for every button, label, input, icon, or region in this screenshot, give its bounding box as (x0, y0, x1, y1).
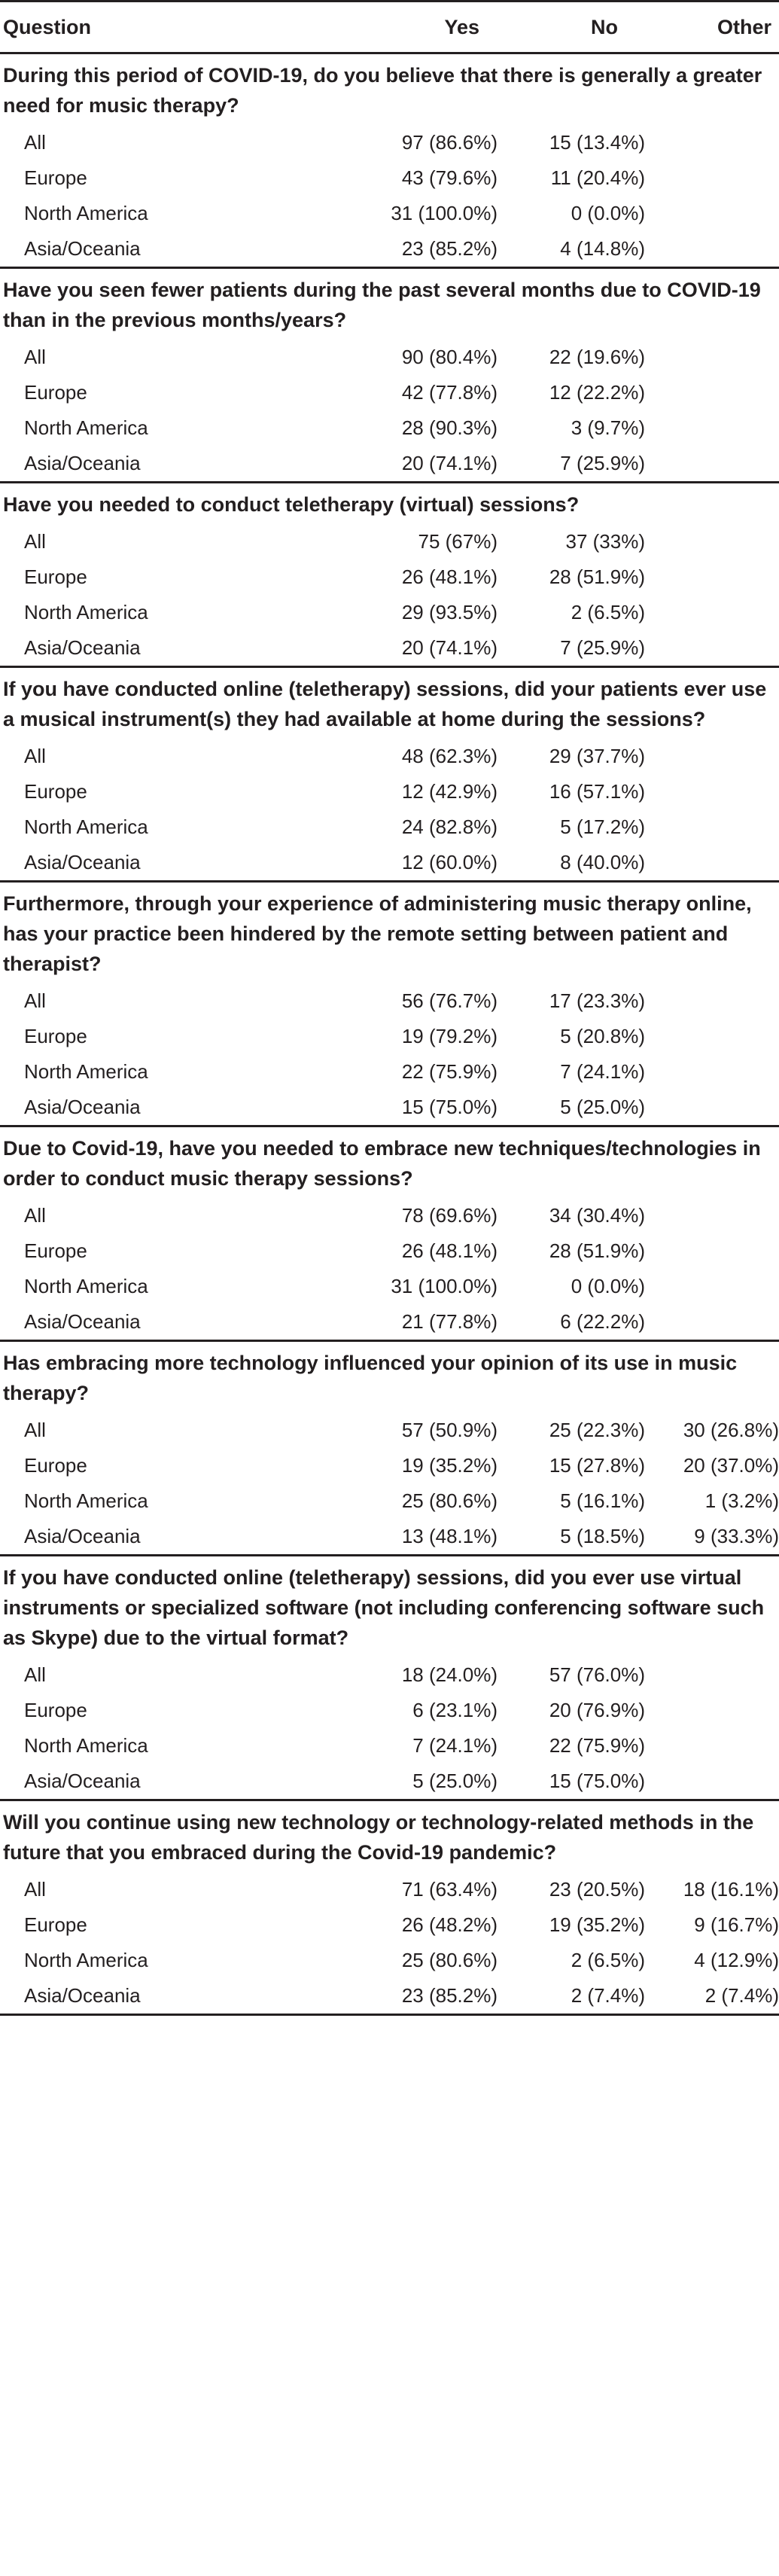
region-label: North America (24, 1734, 148, 1757)
other-value (650, 774, 779, 809)
other-value (650, 1269, 779, 1304)
yes-value: 56 (76.7%) (401, 989, 498, 1012)
other-value (650, 595, 779, 630)
table-row (0, 1483, 779, 1519)
table-row (0, 196, 779, 231)
no-value: 7 (25.9%) (560, 636, 645, 659)
yes-value: 20 (74.1%) (401, 636, 498, 659)
region-label: Europe (24, 1454, 87, 1477)
yes-value: 78 (69.6%) (401, 1204, 498, 1227)
yes-value: 19 (79.2%) (401, 1025, 498, 1047)
yes-value: 42 (77.8%) (401, 381, 498, 404)
table-row (0, 559, 779, 595)
other-value (650, 1693, 779, 1728)
other-value (650, 196, 779, 231)
region-label: North America (24, 1949, 148, 1971)
table-row (0, 1728, 779, 1764)
table-row (0, 774, 779, 809)
question-row (0, 268, 779, 340)
region-label: North America (24, 601, 148, 623)
no-value: 15 (13.4%) (549, 131, 645, 154)
no-value: 25 (22.3%) (549, 1419, 645, 1441)
no-value: 7 (24.1%) (560, 1060, 645, 1083)
table-row (0, 1054, 779, 1090)
region-label: Europe (24, 381, 87, 404)
region-label: Europe (24, 1699, 87, 1721)
table-row (0, 1693, 779, 1728)
table-bottom-rule (0, 2015, 779, 2020)
region-label: North America (24, 1489, 148, 1512)
region-label: Europe (24, 566, 87, 588)
yes-value: 25 (80.6%) (401, 1949, 498, 1971)
yes-value: 97 (86.6%) (401, 131, 498, 154)
table-row (0, 1269, 779, 1304)
other-value: 9 (16.7%) (694, 1913, 779, 1936)
header-yes: Yes (331, 2, 520, 53)
no-value: 6 (22.2%) (560, 1310, 645, 1333)
no-value: 22 (19.6%) (549, 346, 645, 368)
table-row (0, 1872, 779, 1907)
table-row (0, 1090, 779, 1126)
other-value (650, 1728, 779, 1764)
yes-value: 15 (75.0%) (401, 1096, 498, 1118)
table-row (0, 160, 779, 196)
no-value: 2 (6.5%) (571, 601, 645, 623)
yes-value: 43 (79.6%) (401, 166, 498, 189)
region-label: North America (24, 815, 148, 838)
bottom-rule-cell (0, 2015, 779, 2020)
region-label: All (24, 530, 46, 553)
region-label: All (24, 1878, 46, 1901)
other-value (650, 1233, 779, 1269)
region-label: All (24, 989, 46, 1012)
yes-value: 71 (63.4%) (401, 1878, 498, 1901)
question-row (0, 1556, 779, 1658)
no-value: 5 (18.5%) (560, 1525, 645, 1547)
yes-value: 5 (25.0%) (412, 1770, 498, 1792)
table-row (0, 595, 779, 630)
region-label: Europe (24, 780, 87, 803)
question-row (0, 53, 779, 126)
other-value (650, 559, 779, 595)
region-label: All (24, 346, 46, 368)
table-row (0, 809, 779, 845)
no-value: 0 (0.0%) (571, 1275, 645, 1297)
region-label: All (24, 1419, 46, 1441)
table-row (0, 231, 779, 268)
no-value: 37 (33%) (565, 530, 645, 553)
other-value: 20 (37.0%) (683, 1454, 779, 1477)
other-value (650, 739, 779, 774)
region-label: North America (24, 202, 148, 224)
yes-value: 7 (24.1%) (412, 1734, 498, 1757)
yes-value: 75 (67%) (418, 530, 498, 553)
no-value: 12 (22.2%) (549, 381, 645, 404)
question-text: Due to Covid-19, have you needed to embrace new techniques/technologies in order to conduct music therapy sessions? (0, 1126, 779, 1199)
question-text: If you have conducted online (teletherapy) sessions, did your patients ever use a musical instrument(s) they had available at home during the sessions? (0, 667, 779, 739)
other-value: 1 (3.2%) (704, 1489, 779, 1512)
yes-value: 48 (62.3%) (401, 745, 498, 767)
yes-value: 57 (50.9%) (401, 1419, 498, 1441)
question-row (0, 882, 779, 984)
table-row (0, 1413, 779, 1448)
other-value: 2 (7.4%) (704, 1984, 779, 2007)
region-label: All (24, 745, 46, 767)
no-value: 2 (7.4%) (571, 1984, 645, 2007)
no-value: 28 (51.9%) (549, 566, 645, 588)
region-label: Asia/Oceania (24, 1525, 141, 1547)
region-label: All (24, 1204, 46, 1227)
region-label: Asia/Oceania (24, 1310, 141, 1333)
other-value (650, 630, 779, 667)
no-value: 15 (27.8%) (549, 1454, 645, 1477)
no-value: 16 (57.1%) (549, 780, 645, 803)
other-value (650, 375, 779, 410)
other-value (650, 1198, 779, 1233)
no-value: 17 (23.3%) (549, 989, 645, 1012)
question-row (0, 483, 779, 525)
region-label: Asia/Oceania (24, 1770, 141, 1792)
yes-value: 25 (80.6%) (401, 1489, 498, 1512)
no-value: 20 (76.9%) (549, 1699, 645, 1721)
other-value (650, 524, 779, 559)
table-row (0, 446, 779, 483)
table-row (0, 739, 779, 774)
table-row (0, 1448, 779, 1483)
table-row (0, 630, 779, 667)
yes-value: 21 (77.8%) (401, 1310, 498, 1333)
yes-value: 6 (23.1%) (412, 1699, 498, 1721)
no-value: 7 (25.9%) (560, 452, 645, 474)
question-text: Will you continue using new technology or technology-related methods in the future that you embraced during the Covid-19 pandemic? (0, 1800, 779, 1873)
other-value (650, 446, 779, 483)
no-value: 0 (0.0%) (571, 202, 645, 224)
table-row (0, 1198, 779, 1233)
region-label: Europe (24, 1025, 87, 1047)
header-row (0, 2, 779, 53)
yes-value: 90 (80.4%) (401, 346, 498, 368)
table-row (0, 1233, 779, 1269)
region-label: North America (24, 1275, 148, 1297)
yes-value: 23 (85.2%) (401, 237, 498, 260)
table-row (0, 524, 779, 559)
other-value (650, 1764, 779, 1800)
no-value: 34 (30.4%) (549, 1204, 645, 1227)
other-value: 4 (12.9%) (694, 1949, 779, 1971)
question-row (0, 1800, 779, 1873)
other-value (650, 125, 779, 160)
question-text: Have you needed to conduct teletherapy (virtual) sessions? (0, 483, 779, 525)
question-row (0, 667, 779, 739)
other-value: 30 (26.8%) (683, 1419, 779, 1441)
no-value: 11 (20.4%) (550, 166, 645, 189)
yes-value: 13 (48.1%) (401, 1525, 498, 1547)
other-value (650, 845, 779, 882)
region-label: Asia/Oceania (24, 452, 141, 474)
no-value: 15 (75.0%) (549, 1770, 645, 1792)
yes-value: 31 (100.0%) (391, 202, 498, 224)
yes-value: 18 (24.0%) (401, 1663, 498, 1686)
no-value: 5 (25.0%) (560, 1096, 645, 1118)
yes-value: 12 (42.9%) (401, 780, 498, 803)
no-value: 8 (40.0%) (560, 851, 645, 873)
table-row (0, 1978, 779, 2015)
region-label: Europe (24, 166, 87, 189)
no-value: 29 (37.7%) (549, 745, 645, 767)
no-value: 19 (35.2%) (549, 1913, 645, 1936)
no-value: 5 (17.2%) (560, 815, 645, 838)
yes-value: 26 (48.2%) (401, 1913, 498, 1936)
no-value: 3 (9.7%) (571, 416, 645, 439)
region-label: North America (24, 1060, 148, 1083)
no-value: 57 (76.0%) (549, 1663, 645, 1686)
table-row (0, 1657, 779, 1693)
table-row (0, 1907, 779, 1943)
yes-value: 31 (100.0%) (391, 1275, 498, 1297)
region-label: North America (24, 416, 148, 439)
region-label: Asia/Oceania (24, 851, 141, 873)
question-text: Have you seen fewer patients during the past several months due to COVID-19 than in the previous months/years? (0, 268, 779, 340)
table-row (0, 845, 779, 882)
question-text: During this period of COVID-19, do you believe that there is generally a greater need for music therapy? (3, 64, 762, 117)
yes-value: 22 (75.9%) (401, 1060, 498, 1083)
no-value: 5 (16.1%) (560, 1489, 645, 1512)
other-value (650, 340, 779, 375)
region-label: All (24, 131, 46, 154)
other-value (650, 809, 779, 845)
no-value: 4 (14.8%) (560, 237, 645, 260)
table-row (0, 125, 779, 160)
header-other: Other (650, 2, 779, 53)
other-value (650, 1019, 779, 1054)
no-value: 2 (6.5%) (571, 1949, 645, 1971)
region-label: Europe (24, 1239, 87, 1262)
other-value (650, 160, 779, 196)
no-value: 28 (51.9%) (549, 1239, 645, 1262)
yes-value: 26 (48.1%) (401, 1239, 498, 1262)
table-row (0, 1304, 779, 1341)
region-label: Asia/Oceania (24, 1096, 141, 1118)
table-row (0, 410, 779, 446)
yes-value: 19 (35.2%) (401, 1454, 498, 1477)
question-text: If you have conducted online (teletherapy) sessions, did you ever use virtual instruments or specialized software (not including conferencing software such as Skype) due to the virtual format? (0, 1556, 779, 1658)
other-value (650, 1657, 779, 1693)
table-row (0, 340, 779, 375)
region-label: Asia/Oceania (24, 1984, 141, 2007)
question-row (0, 1341, 779, 1413)
other-value (650, 231, 779, 268)
region-label: All (24, 1663, 46, 1686)
other-value: 9 (33.3%) (694, 1525, 779, 1547)
table-row (0, 1943, 779, 1978)
table-row (0, 1764, 779, 1800)
no-value: 22 (75.9%) (549, 1734, 645, 1757)
no-value: 23 (20.5%) (549, 1878, 645, 1901)
no-value: 5 (20.8%) (560, 1025, 645, 1047)
table-row (0, 1019, 779, 1054)
yes-value: 26 (48.1%) (401, 566, 498, 588)
other-value (650, 1054, 779, 1090)
yes-value: 24 (82.8%) (401, 815, 498, 838)
other-value: 18 (16.1%) (683, 1878, 779, 1901)
region-label: Asia/Oceania (24, 237, 141, 260)
region-label: Asia/Oceania (24, 636, 141, 659)
header-no: No (520, 2, 650, 53)
yes-value: 23 (85.2%) (401, 1984, 498, 2007)
other-value (650, 1090, 779, 1126)
question-row (0, 1126, 779, 1199)
region-label: Europe (24, 1913, 87, 1936)
table-row (0, 375, 779, 410)
table-row (0, 983, 779, 1019)
table-body (0, 53, 779, 2015)
table-row (0, 1519, 779, 1556)
other-value (650, 410, 779, 446)
yes-value: 20 (74.1%) (401, 452, 498, 474)
yes-value: 12 (60.0%) (401, 851, 498, 873)
header-question: Question (0, 2, 331, 53)
question-text: Furthermore, through your experience of administering music therapy online, has your practice been hindered by the remote setting between patient and therapist? (0, 882, 779, 984)
yes-value: 29 (93.5%) (401, 601, 498, 623)
yes-value: 28 (90.3%) (401, 416, 498, 439)
other-value (650, 1304, 779, 1341)
other-value (650, 983, 779, 1019)
question-text: Has embracing more technology influenced your opinion of its use in music therapy? (0, 1341, 779, 1413)
